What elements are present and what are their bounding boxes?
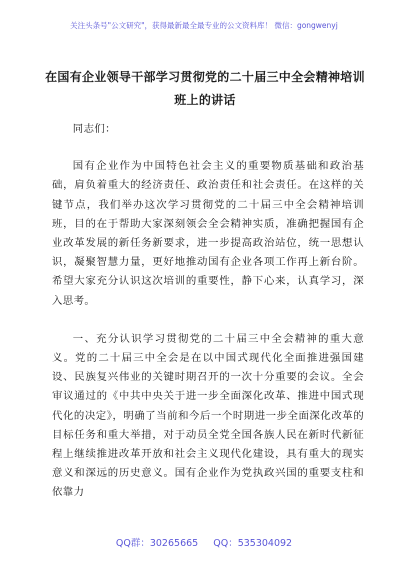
- qq-number: QQ：535304092: [213, 538, 293, 549]
- header-promo-link[interactable]: 关注头条号"公文研究"，获得最新最全最专业的公文资料库！ 微信：gongwenyj: [70, 21, 338, 30]
- qq-group-number: QQ群：30265665: [115, 538, 199, 549]
- body-paragraph: 国有企业作为中国特色社会主义的重要物质基础和政治基础，肩负着重大的经济责任、政治责任和社会责任。在这样的关键节点，我们举办这次学习贯彻党的二十届三中全会精神培训班，目的在于帮助大家深刻领会全会精神实质，准确把握国有企业改革发展的新任务新要求，进一步提高政治站位，统一思想认识，凝聚智慧力量，更好地推动国有企业各项工作再上新台阶。希望大家充分认识这次培训的重要性，静下心来，认真学习，深入思考。: [52, 160, 364, 307]
- salutation: 同志们：: [72, 123, 116, 135]
- footer-contacts: [0, 535, 408, 549]
- body-paragraph: 一、充分认识学习贯彻党的二十届三中全会精神的重大意义。党的二十届三中全会是在以中国式现代化全面推进强国建设、民族复兴伟业的关键时期召开的一次十分重要的会议。全会审议通过的《中共中央关于进一步全面深化改革、推进中国式现代化的决定》，明确了当前和今后一个时期进一步全面深化改革的目标任务和重大举措，对于动员全党全国各族人民在新时代新征程上继续推进改革开放和社会主义现代化建设，具有重大的现实意义和深远的历史意义。国有企业作为党执政兴国的重要支柱和依靠力: [52, 332, 364, 499]
- document-title: 在国有企业领导干部学习贯彻党的二十届三中全会精神培训班上的讲话: [45, 70, 365, 107]
- document-body: [52, 120, 364, 522]
